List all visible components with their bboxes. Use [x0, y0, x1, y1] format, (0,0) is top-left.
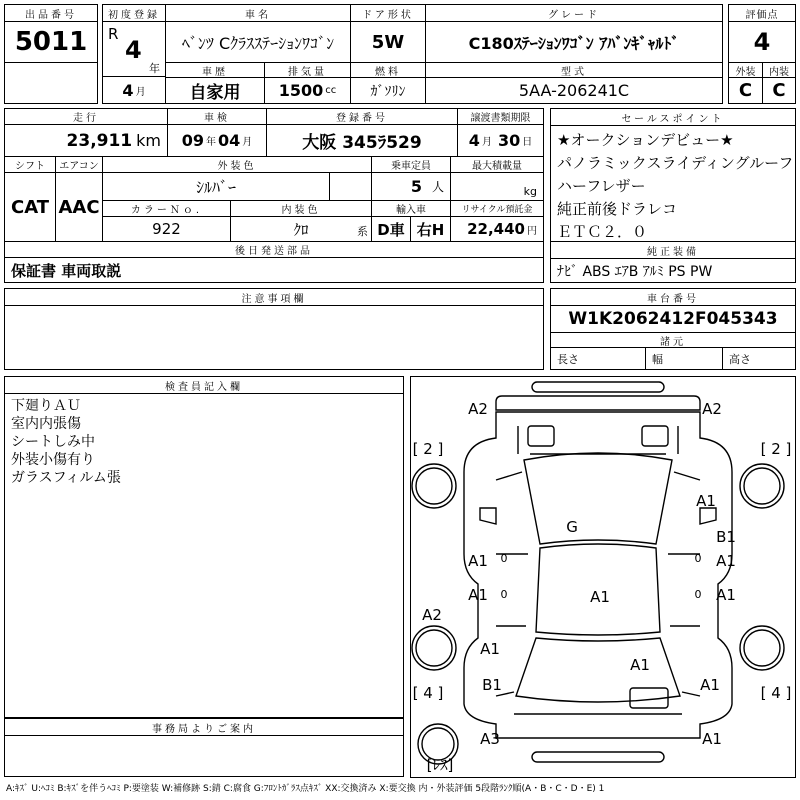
- first-reg-month: 4: [122, 80, 134, 100]
- tire-label-front-right-tire: [ 2 ]: [760, 440, 792, 458]
- era-letter: R: [108, 25, 119, 43]
- car-condition-diagram: [410, 376, 796, 778]
- shift-header: シフト: [4, 156, 56, 173]
- damage-mark-left-front-door: A1: [468, 552, 488, 570]
- inspector-note-3: シートしみ中: [11, 434, 95, 450]
- mileage-cell: [4, 124, 168, 157]
- office-area: [4, 735, 404, 777]
- notes-area: [4, 305, 544, 370]
- chassis-no-header: 車台番号: [550, 288, 796, 306]
- transfer-month-unit: 月: [481, 137, 492, 148]
- color-number: 922: [102, 216, 231, 242]
- lot-no-blank: [4, 62, 98, 104]
- standard-equipment: ﾅﾋﾞ ABS ｴｱB ｱﾙﾐ PS PW: [550, 258, 796, 283]
- tire-label-spare-tire: [ﾚｽ]: [426, 756, 454, 774]
- recycle-header: リサイクル預託金: [450, 200, 544, 217]
- tire-label-rear-right-tire: [ 4 ]: [760, 684, 792, 702]
- damage-mark-front-left-corner: A2: [468, 400, 488, 418]
- color-no-header: カラーＮｏ.: [102, 200, 231, 217]
- first-reg-month-cell: [102, 76, 166, 104]
- damage-mark-front-right-corner: A2: [702, 400, 722, 418]
- recycle-unit: 円: [527, 225, 537, 237]
- damage-mark-rear-left-bumper: A3: [480, 730, 500, 748]
- car-outline: [464, 382, 732, 762]
- capacity-cell: [371, 172, 451, 201]
- damage-mark-left-rear-door: A1: [468, 586, 488, 604]
- capacity-header: 乗車定員: [371, 156, 451, 173]
- model-code: 5AA-206241C: [425, 77, 723, 104]
- recycle-cell: [450, 216, 544, 242]
- tire-label-rear-left-tire: [ 4 ]: [412, 684, 444, 702]
- max-load-header: 最大積載量: [450, 156, 544, 173]
- interior-grade: C: [762, 77, 796, 104]
- first-reg-header: 初度登録: [102, 4, 166, 22]
- damage-mark-right-front-fender: A1: [696, 492, 716, 510]
- damage-mark-rear-right-bumper: A1: [702, 730, 722, 748]
- mileage: 23,911: [66, 130, 133, 151]
- shaken-year: 09: [181, 131, 204, 150]
- shaken-year-unit: 年: [206, 137, 216, 148]
- interior-color-unit: 系: [357, 225, 368, 238]
- month-unit: 月: [135, 86, 146, 98]
- selling-point-4: 純正前後ドラレコ: [557, 200, 678, 218]
- selling-points-header: セールスポイント: [550, 108, 796, 126]
- interior-color: ｸﾛ: [293, 220, 309, 239]
- steering-side: 右H: [410, 216, 451, 242]
- history-header: 車歴: [165, 62, 265, 78]
- interior-color-header: 内装色: [230, 200, 372, 217]
- damage-mark-right-rear-quarter: A1: [700, 676, 720, 694]
- shaken-month: 04: [218, 131, 241, 150]
- model-code-header: 型式: [425, 62, 723, 78]
- capacity-unit: 人: [431, 180, 444, 194]
- shaken-cell: [167, 124, 267, 157]
- transmission-shift: CAT: [4, 172, 56, 242]
- transfer-day: 30: [497, 131, 521, 150]
- later-items-header: 後日発送部品: [4, 241, 544, 258]
- aircon-header: エアコン: [55, 156, 103, 173]
- lot-no: 5011: [4, 21, 98, 63]
- spec-height: 高さ: [722, 347, 796, 370]
- damage-mark-roof: A1: [590, 588, 610, 606]
- damage-mark-left-rear-quarter: B1: [482, 676, 502, 694]
- small-mark-2: 0: [694, 552, 702, 565]
- exterior-grade-header: 外装: [728, 62, 763, 78]
- recycle-fee: 22,440: [467, 220, 525, 238]
- selling-point-2: パノラミックスライディングルーフ: [557, 154, 794, 172]
- damage-mark-right-rear-door: A1: [716, 586, 736, 604]
- overall-score: 4: [728, 21, 796, 63]
- displacement-header: 排気量: [264, 62, 351, 78]
- transfer-day-unit: 日: [522, 137, 533, 148]
- first-reg-year-cell: [102, 21, 166, 77]
- registration-number: 大阪 345ﾗ529: [266, 124, 458, 157]
- wheels: [412, 464, 784, 764]
- selling-point-1: ★オークションデビュー★: [557, 131, 734, 149]
- damage-mark-rear-window: A1: [630, 656, 650, 674]
- import-header: 輸入車: [371, 200, 451, 217]
- interior-color-cell: [230, 216, 372, 242]
- inspector-notes: [4, 393, 404, 718]
- damage-mark-windshield: G: [566, 518, 578, 536]
- seating-capacity: 5: [410, 177, 422, 196]
- year-unit: 年: [149, 62, 160, 75]
- displacement-unit: cc: [325, 85, 337, 96]
- tire-label-front-left-tire: [ 2 ]: [412, 440, 444, 458]
- fuel-header: 燃料: [350, 62, 426, 78]
- grade: C180ｽﾃｰｼｮﾝﾜｺﾞﾝ ｱﾊﾞﾝｷﾞｬﾙﾄﾞ: [425, 21, 723, 63]
- shaken-header: 車検: [167, 108, 267, 125]
- model-name-header: 車名: [165, 4, 351, 22]
- lot-no-header: 出品番号: [4, 4, 98, 22]
- body-color-header: 外装色: [102, 156, 372, 173]
- rear-left-wheel: [412, 626, 456, 670]
- door-type-header: ドア形状: [350, 4, 426, 22]
- first-reg-year: 4: [125, 36, 142, 64]
- front-right-wheel: [740, 464, 784, 508]
- chassis-number: W1K2062412F045343: [550, 305, 796, 333]
- inspector-note-4: 外装小傷有り: [11, 452, 95, 468]
- body-color: ｼﾙﾊﾞｰ: [102, 172, 330, 201]
- vehicle-history: 自家用: [165, 77, 265, 104]
- selling-point-3: ハーフレザー: [557, 177, 646, 195]
- air-conditioner: AAC: [55, 172, 103, 242]
- small-mark-1: 0: [500, 552, 508, 565]
- grade-header: グレード: [425, 4, 723, 22]
- damage-mark-right-front-door-1: B1: [716, 528, 736, 546]
- selling-point-5: ＥＴＣ２．０: [557, 223, 648, 241]
- damage-mark-right-front-door-2: A1: [716, 552, 736, 570]
- later-items: 保証書 車両取説: [4, 257, 544, 283]
- small-mark-3: 0: [500, 588, 508, 601]
- transfer-cell: [457, 124, 544, 157]
- spec-width: 幅: [645, 347, 723, 370]
- interior-grade-header: 内装: [762, 62, 796, 78]
- damage-mark-left-front-wheel: A2: [422, 606, 442, 624]
- reg-no-header: 登録番号: [266, 108, 458, 125]
- damage-mark-left-rear-fender: A1: [480, 640, 500, 658]
- inspector-note-1: 下廻りＡＵ: [11, 398, 81, 414]
- body-color-blank: [329, 172, 372, 201]
- displacement: 1500: [278, 81, 324, 100]
- fuel: ｶﾞｿﾘﾝ: [350, 77, 426, 104]
- transfer-month: 4: [468, 131, 480, 150]
- import-type: D車: [371, 216, 411, 242]
- standard-equipment-header: 純正装備: [550, 241, 796, 259]
- small-mark-4: 0: [694, 588, 702, 601]
- max-load-unit: kg: [523, 185, 537, 198]
- mileage-header: 走行: [4, 108, 168, 125]
- exterior-grade: C: [728, 77, 763, 104]
- rear-right-wheel: [740, 626, 784, 670]
- shaken-month-unit: 月: [242, 137, 253, 148]
- inspector-note-5: ガラスフィルム張: [11, 470, 121, 486]
- transfer-header: 譲渡書類期限: [457, 108, 544, 125]
- notes-header: 注意事項欄: [4, 288, 544, 306]
- office-header: 事務局よりご案内: [4, 718, 404, 736]
- displacement-cell: [264, 77, 351, 104]
- mileage-unit: km: [136, 131, 161, 150]
- model-name: ﾍﾞﾝﾂ Cｸﾗｽｽﾃｰｼｮﾝﾜｺﾞﾝ: [165, 21, 351, 63]
- max-load-cell: [450, 172, 544, 201]
- selling-points-list: [550, 125, 796, 242]
- spec-length: 長さ: [550, 347, 646, 370]
- damage-code-legend: A:ｷｽﾞ U:ﾍｺﾐ B:ｷｽﾞを伴うﾍｺﾐ P:要塗装 W:補修跡 S:錆 C:腐食 G:ﾌﾛﾝﾄｶﾞﾗｽ点ｷｽﾞ XX:交換済み X:要交換 内・外装評価 5段階ﾗﾝｸ順(A・B・C・D・E) 1: [6, 784, 605, 794]
- inspector-header: 検査員記入欄: [4, 376, 404, 394]
- door-type: 5W: [350, 21, 426, 63]
- score-header: 評価点: [728, 4, 796, 22]
- specs-header: 諸元: [550, 332, 796, 348]
- front-left-wheel: [412, 464, 456, 508]
- diagram-frame: [411, 377, 796, 778]
- inspector-note-2: 室内内張傷: [11, 416, 81, 432]
